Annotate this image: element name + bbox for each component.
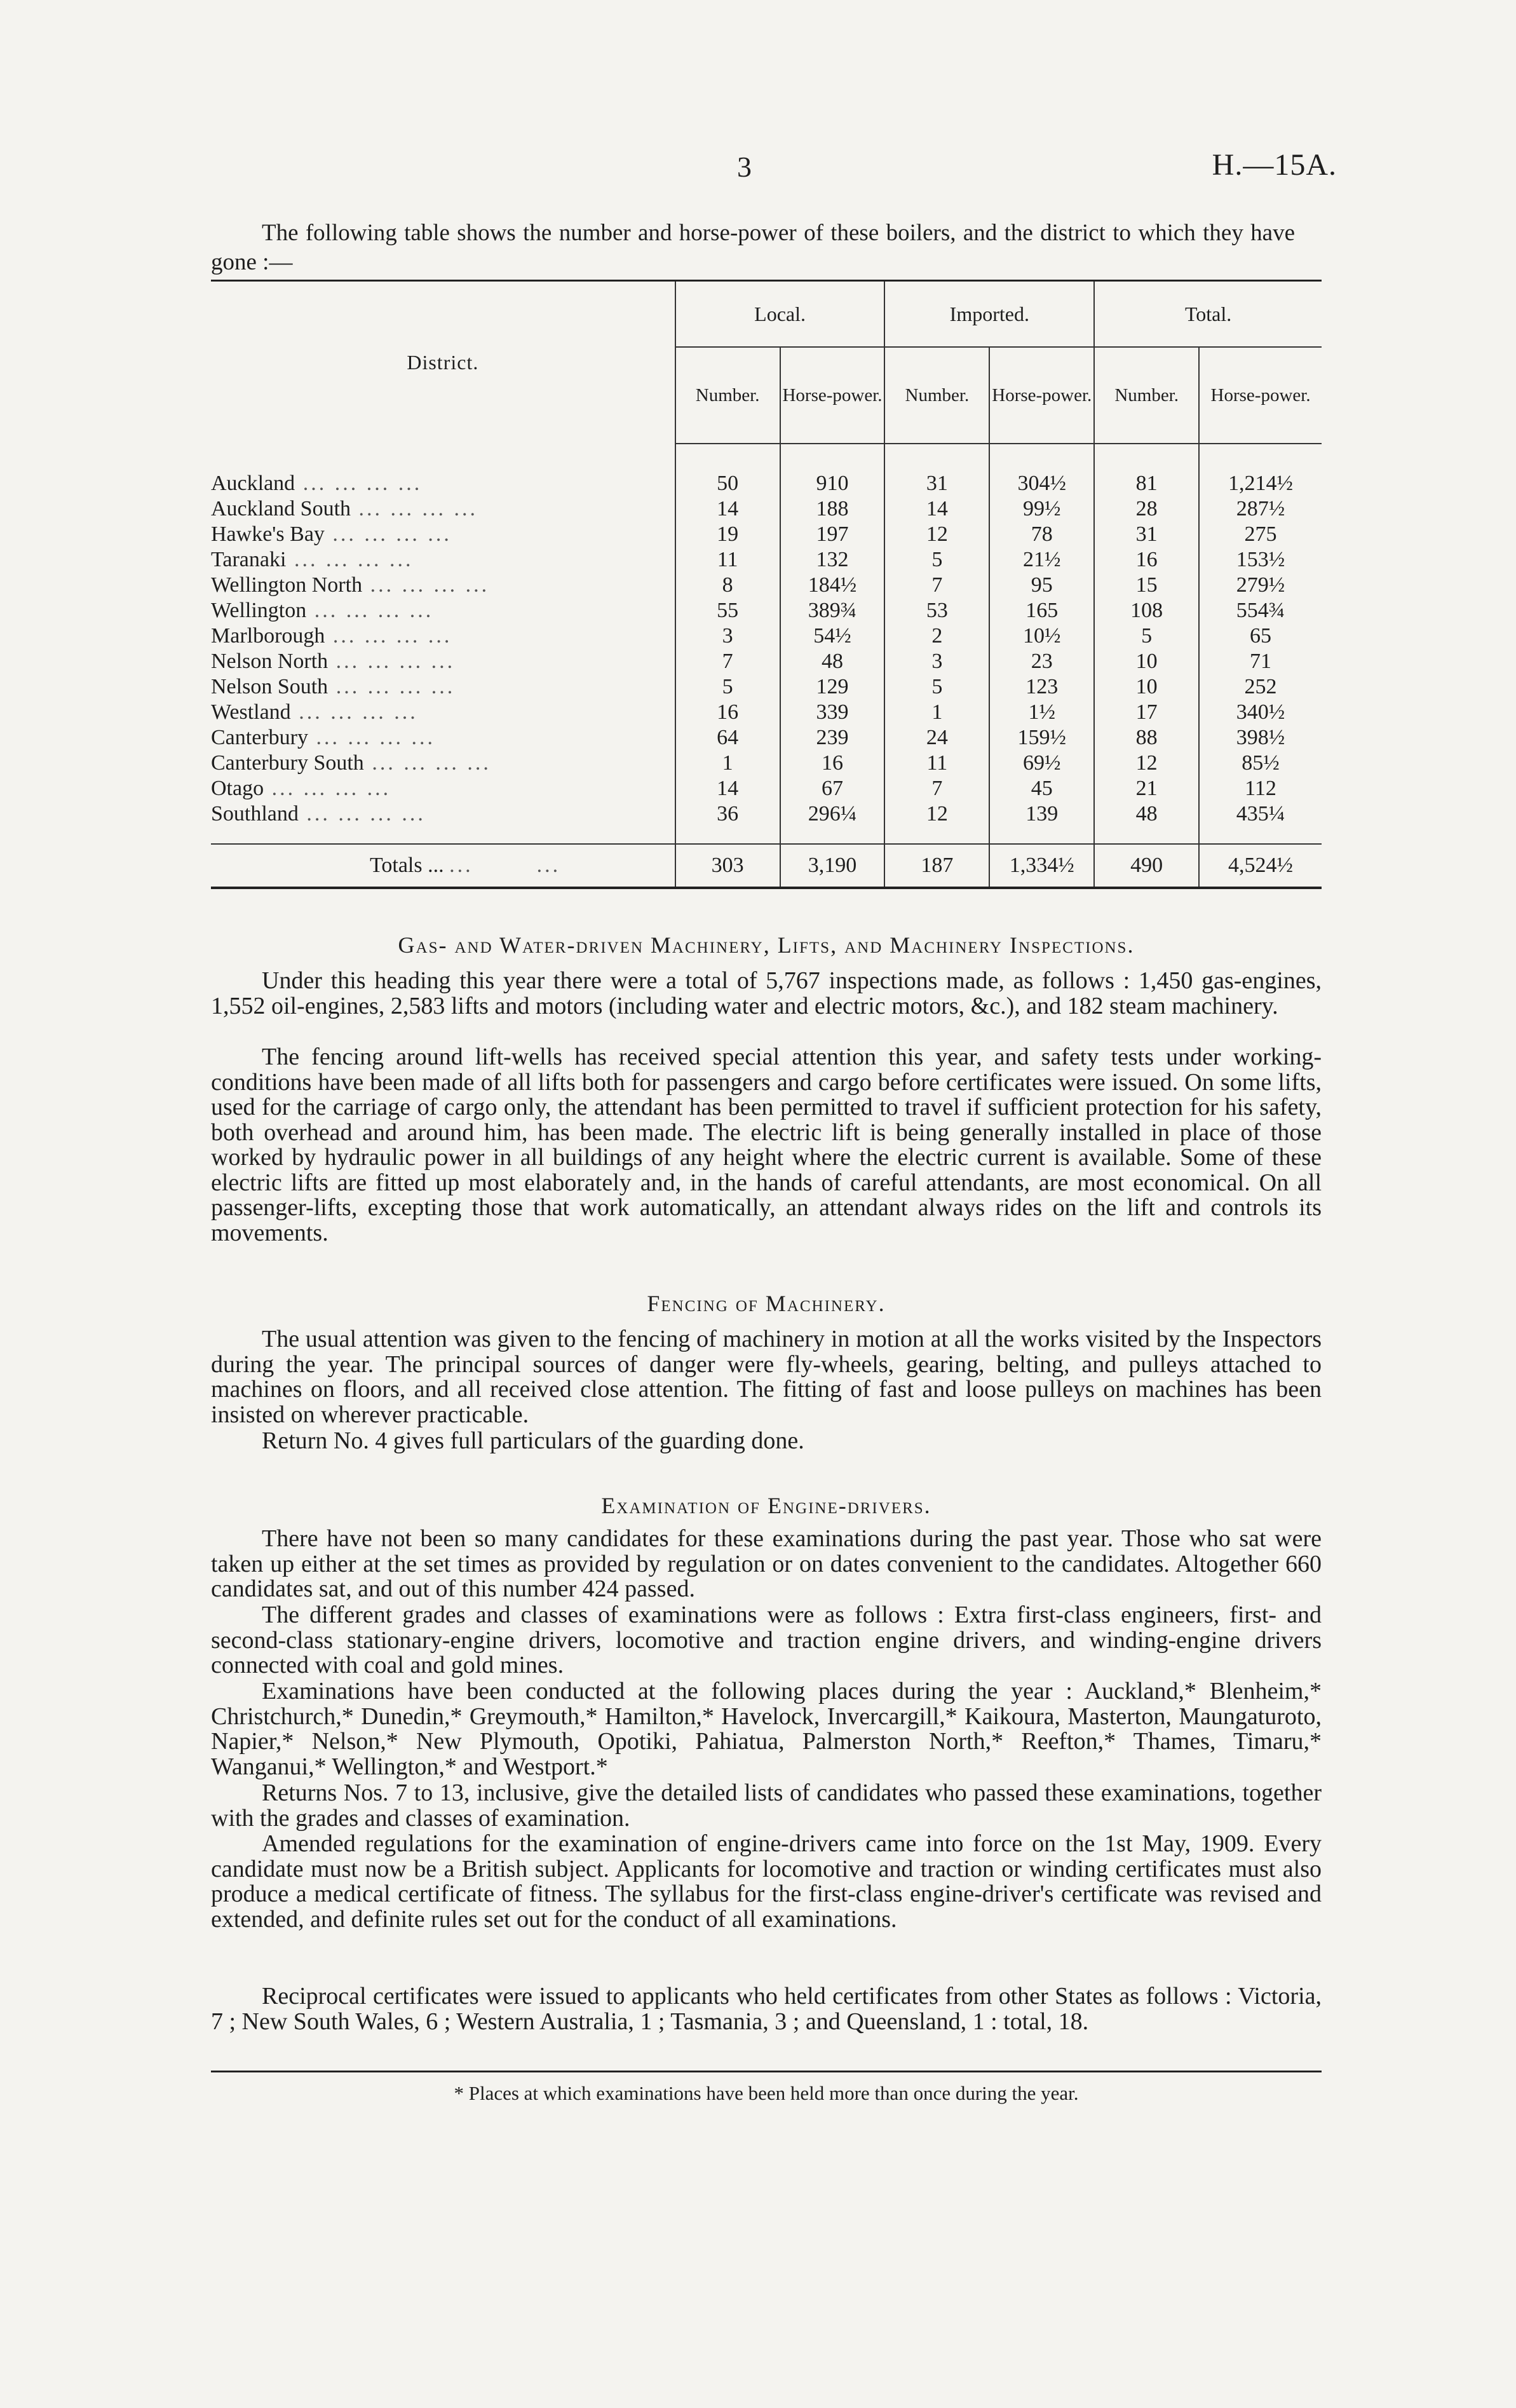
table-cell: 389¾ [780, 598, 885, 623]
table-cell: 24 [884, 725, 989, 751]
total-horse-power-header: Horse-power. [1199, 347, 1322, 444]
table-row [211, 547, 1322, 573]
table-row [211, 751, 1322, 776]
table-cell: 252 [1199, 674, 1322, 700]
table-cell: 5 [1094, 623, 1199, 649]
table-cell: 16 [1094, 547, 1199, 573]
table-cell: 54½ [780, 623, 885, 649]
district-column-header: District. [407, 351, 479, 374]
table-row [211, 598, 1322, 623]
imported-horse-power-header: Horse-power. [989, 347, 1094, 444]
totals-cell: 303 [675, 844, 780, 888]
table-cell: 7 [884, 573, 989, 598]
table-cell: 10 [1094, 674, 1199, 700]
table-cell: 64 [675, 725, 780, 751]
table-cell: 279½ [1199, 573, 1322, 598]
table-cell: 16 [780, 751, 885, 776]
table-cell: 275 [1199, 522, 1322, 547]
table-cell: 85½ [1199, 751, 1322, 776]
district-name-cell: Marlborough ... ... ... ... [211, 624, 452, 648]
district-name-cell: Otago ... ... ... ... [211, 777, 391, 800]
table-cell: 95 [989, 573, 1094, 598]
table-cell: 19 [675, 522, 780, 547]
district-name-cell: Nelson South ... ... ... ... [211, 675, 456, 698]
local-horse-power-header: Horse-power. [780, 347, 885, 444]
table-cell: 11 [884, 751, 989, 776]
district-name-cell: Taranaki ... ... ... ... [211, 548, 414, 571]
table-cell: 296¼ [780, 801, 885, 827]
paragraph-reciprocal-certificates: Reciprocal certificates were issued to applicants who held certificates from other States as follows : Victoria, 7 ; New South Wales, 6 ; Western Australia, 1 ; Tasmania, 3 ; and Queensland, 1 : total, 18. [211, 1983, 1322, 2035]
table-cell: 10 [1094, 649, 1199, 674]
paragraph-candidates: There have not been so many candidates for these examinations during the past year. Those who sat were taken up either at the set times as provided by regulation or on dates convenient to the candidates. Altogether 660 candidates sat, and out of this number 424 passed. [211, 1525, 1322, 1602]
table-cell: 23 [989, 649, 1094, 674]
table-cell: 12 [884, 801, 989, 827]
document-reference: H.—15A. [1212, 148, 1337, 182]
table-cell: 112 [1199, 776, 1322, 801]
table-row [211, 801, 1322, 827]
table-cell: 81 [1094, 471, 1199, 496]
table-cell: 48 [1094, 801, 1199, 827]
table-cell: 31 [884, 471, 989, 496]
page-number: 3 [737, 151, 752, 183]
district-name-cell: Auckland South ... ... ... ... [211, 497, 478, 520]
table-cell: 48 [780, 649, 885, 674]
local-number-header: Number. [675, 347, 780, 444]
paragraph-fencing-attention: The usual attention was given to the fencing of machinery in motion at all the works visited by the Inspectors during the year. The principal sources of danger were fly-wheels, gearing, belting, and pulleys attached to machines on floors, and all received close attention. The fitting of fast and loose pulleys on machines has been insisted on wherever practicable. [211, 1326, 1322, 1428]
table-row [211, 725, 1322, 751]
table-cell: 2 [884, 623, 989, 649]
table-cell: 3 [675, 623, 780, 649]
paragraph-returns: Returns Nos. 7 to 13, inclusive, give the detailed lists of candidates who passed these examinations, together with the grades and classes of examination. [211, 1779, 1322, 1832]
table-row [211, 649, 1322, 674]
table-cell: 50 [675, 471, 780, 496]
table-cell: 1 [675, 751, 780, 776]
table-cell: 21½ [989, 547, 1094, 573]
table-cell: 287½ [1199, 496, 1322, 522]
table-row [211, 471, 1322, 496]
district-name-cell: Auckland ... ... ... ... [211, 472, 423, 495]
table-cell: 1½ [989, 700, 1094, 725]
table-cell: 3 [884, 649, 989, 674]
table-row [211, 700, 1322, 725]
table-cell: 398½ [1199, 725, 1322, 751]
paragraph-lift-fencing: The fencing around lift-wells has received special attention this year, and safety tests under working-conditions have been made of all lifts both for passengers and cargo before certificates were issued. On some lifts, used for the carriage of cargo only, the attendant has been permitted to travel if sufficient protection for his safety, both overhead and around him, has been made. The electric lift is being generally installed in place of those worked by hydraulic power in all buildings of any height where the electric current is available. Some of these electric lifts are fitted up most elaborately and, in the hands of careful attendants, are most economical. On all passenger-lifts, excepting those that work automatically, an attendant always rides on the lift and controls its movements. [211, 1044, 1322, 1246]
table-cell: 239 [780, 725, 885, 751]
table-cell: 12 [884, 522, 989, 547]
table-cell: 139 [989, 801, 1094, 827]
table-cell: 99½ [989, 496, 1094, 522]
table-cell: 153½ [1199, 547, 1322, 573]
table-cell: 11 [675, 547, 780, 573]
table-cell: 67 [780, 776, 885, 801]
paragraph-amended-regulations: Amended regulations for the examination of engine-drivers came into force on the 1st May, 1909. Every candidate must now be a British subject. Applicants for locomotive and traction or winding certificates must also produce a medical certificate of fitness. The syllabus for the first-class engine-driver's certificate was revised and extended, and definite rules set out for the conduct of all examinations. [211, 1830, 1322, 1933]
footnote: * Places at which examinations have been held more than once during the year. [454, 2082, 1079, 2104]
table-row [211, 776, 1322, 801]
table-cell: 340½ [1199, 700, 1322, 725]
table-cell: 16 [675, 700, 780, 725]
table-row [211, 522, 1322, 547]
table-cell: 53 [884, 598, 989, 623]
table-cell: 1,214½ [1199, 471, 1322, 496]
district-name-cell: Wellington ... ... ... ... [211, 599, 434, 622]
intro-paragraph: The following table shows the number and horse-power of these boilers, and the district to which they have gone :— [211, 220, 1295, 275]
table-cell: 129 [780, 674, 885, 700]
totals-row [211, 844, 1322, 888]
table-cell: 197 [780, 522, 885, 547]
table-cell: 88 [1094, 725, 1199, 751]
paragraph-inspections-total: Under this heading this year there were a total of 5,767 inspections made, as follows : 1,450 gas-engines, 1,552 oil-engines, 2,583 lifts and motors (including water and electric motors, &c.), and 182 steam machinery. [211, 967, 1322, 1019]
table-cell: 910 [780, 471, 885, 496]
boilers-table [211, 280, 1322, 889]
table-cell: 78 [989, 522, 1094, 547]
district-name-cell: Canterbury ... ... ... ... [211, 726, 435, 749]
table-cell: 304½ [989, 471, 1094, 496]
table-cell: 28 [1094, 496, 1199, 522]
table-cell: 8 [675, 573, 780, 598]
district-name-cell: Canterbury South ... ... ... ... [211, 751, 491, 775]
table-cell: 7 [884, 776, 989, 801]
table-cell: 14 [884, 496, 989, 522]
district-name-cell: Hawke's Bay ... ... ... ... [211, 522, 452, 546]
table-cell: 165 [989, 598, 1094, 623]
imported-group-header: Imported. [884, 282, 1094, 347]
table-cell: 159½ [989, 725, 1094, 751]
table-cell: 5 [884, 547, 989, 573]
table-cell: 5 [884, 674, 989, 700]
table-cell: 65 [1199, 623, 1322, 649]
table-cell: 108 [1094, 598, 1199, 623]
table-cell: 21 [1094, 776, 1199, 801]
table-cell: 69½ [989, 751, 1094, 776]
section-title-fencing-of-machinery: Fencing of Machinery. [647, 1291, 886, 1316]
table-row [211, 623, 1322, 649]
table-cell: 1 [884, 700, 989, 725]
totals-label: Totals ... ... ... [211, 844, 675, 888]
table-cell: 31 [1094, 522, 1199, 547]
table-cell: 45 [989, 776, 1094, 801]
section-title-machinery-inspections: Gas- and Water-driven Machinery, Lifts, and Machinery Inspections. [398, 932, 1135, 958]
table-cell: 12 [1094, 751, 1199, 776]
table-row [211, 573, 1322, 598]
table-cell: 17 [1094, 700, 1199, 725]
totals-cell: 3,190 [780, 844, 885, 888]
paragraph-exam-places: Examinations have been conducted at the following places during the year : Auckland,* Blenheim,* Christchurch,* Dunedin,* Greymouth,* Hamilton,* Havelock, Invercargill,* Kaikoura, Masterton, Maungaturoto, Napier,* Nelson,* New Plymouth, Opotiki, Pahiatua, Palmerston North,* Reefton,* Thames, Timaru,* Wanganui,* Wellington,* and Westport.* [211, 1678, 1322, 1780]
table-cell: 10½ [989, 623, 1094, 649]
total-number-header: Number. [1094, 347, 1199, 444]
table-row [211, 674, 1322, 700]
district-name-cell: Southland ... ... ... ... [211, 802, 426, 826]
imported-number-header: Number. [884, 347, 989, 444]
district-name-cell: Westland ... ... ... ... [211, 700, 418, 724]
section-title-engine-drivers: Examination of Engine-drivers. [601, 1493, 931, 1518]
table-cell: 36 [675, 801, 780, 827]
table-cell: 71 [1199, 649, 1322, 674]
table-cell: 188 [780, 496, 885, 522]
totals-cell: 490 [1094, 844, 1199, 888]
table-cell: 435¼ [1199, 801, 1322, 827]
table-cell: 5 [675, 674, 780, 700]
table-cell: 55 [675, 598, 780, 623]
district-name-cell: Wellington North ... ... ... ... [211, 573, 490, 597]
paragraph-return-4: Return No. 4 gives full particulars of the guarding done. [262, 1427, 804, 1454]
table-cell: 132 [780, 547, 885, 573]
totals-cell: 187 [884, 844, 989, 888]
table-cell: 7 [675, 649, 780, 674]
district-name-cell: Nelson North ... ... ... ... [211, 650, 456, 673]
totals-cell: 1,334½ [989, 844, 1094, 888]
table-cell: 554¾ [1199, 598, 1322, 623]
totals-cell: 4,524½ [1199, 844, 1322, 888]
table-row [211, 496, 1322, 522]
paragraph-grades: The different grades and classes of examinations were as follows : Extra first-class engineers, first- and second-class stationary-engine drivers, locomotive and traction engine drivers, and winding-engine drivers connected with coal and gold mines. [211, 1602, 1322, 1678]
footnote-rule [211, 2071, 1322, 2072]
table-cell: 184½ [780, 573, 885, 598]
table-cell: 15 [1094, 573, 1199, 598]
table-cell: 14 [675, 776, 780, 801]
table-cell: 339 [780, 700, 885, 725]
table-cell: 14 [675, 496, 780, 522]
local-group-header: Local. [675, 282, 885, 347]
total-group-header: Total. [1094, 282, 1322, 347]
table-cell: 123 [989, 674, 1094, 700]
